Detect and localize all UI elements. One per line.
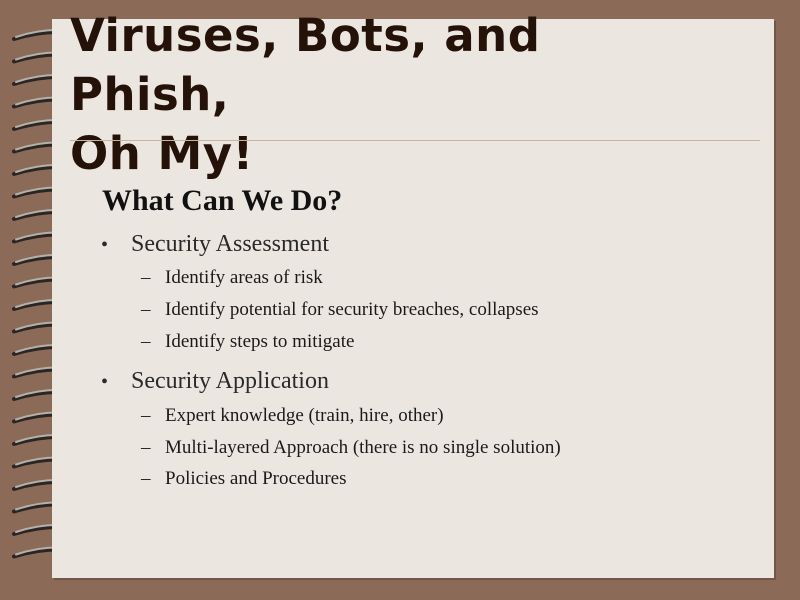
bullet-dot-icon: • xyxy=(101,234,109,256)
title-line: Oh My! xyxy=(70,127,254,180)
sub-item-text: Identify areas of risk xyxy=(165,267,323,288)
sub-item xyxy=(141,468,347,490)
sub-item xyxy=(141,437,561,459)
sub-item xyxy=(141,331,354,353)
slide-title xyxy=(70,6,540,183)
bullet-label: Security Assessment xyxy=(131,231,329,257)
bullet-security-assessment xyxy=(101,230,329,259)
subheading: What Can We Do? xyxy=(102,184,343,217)
title-line: Phish, xyxy=(70,68,230,121)
title-divider xyxy=(70,140,760,141)
sub-item xyxy=(141,267,323,289)
dash-icon: – xyxy=(141,299,151,320)
title-line: Viruses, Bots, and xyxy=(70,9,541,62)
sub-item-text: Multi-layered Approach (there is no single solution) xyxy=(165,437,561,458)
bullet-label: Security Application xyxy=(131,368,329,394)
dash-icon: – xyxy=(141,437,151,458)
dash-icon: – xyxy=(141,468,151,489)
sub-item-text: Identify potential for security breaches, collapses xyxy=(165,299,539,320)
sub-item-text: Expert knowledge (train, hire, other) xyxy=(165,405,444,426)
dash-icon: – xyxy=(141,267,151,288)
bullet-security-application xyxy=(101,367,329,396)
sub-item-text: Policies and Procedures xyxy=(165,468,347,489)
dash-icon: – xyxy=(141,405,151,426)
sub-item xyxy=(141,299,539,321)
bullet-dot-icon: • xyxy=(101,371,109,393)
dash-icon: – xyxy=(141,331,151,352)
sub-item xyxy=(141,405,444,427)
sub-item-text: Identify steps to mitigate xyxy=(165,331,355,352)
